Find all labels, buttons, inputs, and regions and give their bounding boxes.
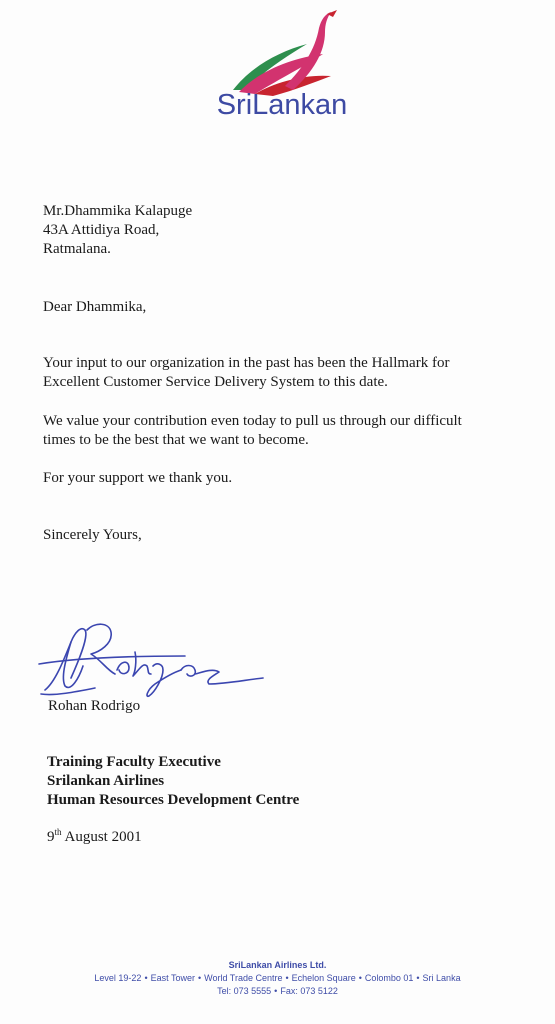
srilankan-wordmark <box>207 84 357 124</box>
recipient-name: Mr.Dhammika Kalapuge <box>43 203 193 219</box>
footer-address-part: World Trade Centre <box>204 973 283 983</box>
body-paragraph-1 <box>43 354 543 392</box>
greeting: Dear Dhammika, <box>43 299 147 315</box>
footer-address-part: Colombo 01 <box>364 973 414 983</box>
sender-organization: Srilankan Airlines <box>47 773 165 789</box>
sender-title: Training Faculty Executive <box>47 754 221 770</box>
recipient-address-line1: 43A Attidiya Road, <box>43 222 160 238</box>
paragraph-1-line-2: Excellent Customer Service Delivery System to this date. <box>43 374 388 390</box>
letterhead-footer <box>0 958 555 998</box>
date-suffix: th <box>54 827 62 837</box>
footer-address <box>0 972 555 985</box>
closing: Sincerely Yours, <box>43 527 142 543</box>
bullet-separator: • <box>285 973 289 983</box>
bullet-separator: • <box>197 973 202 983</box>
bullet-separator: • <box>144 973 148 983</box>
sender-title-block <box>47 753 299 810</box>
bullet-separator: • <box>416 973 420 983</box>
paragraph-2-line-1: We value your contribution even today to pull us through our difficult <box>43 413 462 429</box>
bullet-separator: • <box>274 986 278 996</box>
signer-name: Rohan Rodrigo <box>48 698 141 714</box>
paragraph-1-line-1: Your input to our organization in the past has been the Hallmark for <box>43 355 450 371</box>
letter-date <box>47 828 142 847</box>
bullet-separator: • <box>358 973 362 983</box>
body-paragraph-3: For your support we thank you. <box>43 470 233 486</box>
footer-address-part: East Tower <box>150 973 195 983</box>
svg-text:SriLankan: SriLankan <box>216 89 348 121</box>
footer-company: SriLankan Airlines Ltd. <box>228 960 327 970</box>
footer-address-part: Level 19-22 <box>94 973 142 983</box>
sender-department: Human Resources Development Centre <box>47 792 300 808</box>
recipient-address <box>43 202 192 259</box>
paragraph-2-line-2: times to be the best that we want to become. <box>43 432 309 448</box>
body-paragraph-2 <box>43 412 548 450</box>
handwritten-signature <box>35 612 270 702</box>
footer-fax: Fax: 073 5122 <box>280 986 338 996</box>
footer-contact <box>0 985 555 998</box>
date-month-year: August 2001 <box>64 829 142 845</box>
footer-address-part: Sri Lanka <box>422 973 461 983</box>
date-day: 9 <box>47 829 55 845</box>
footer-tel: Tel: 073 5555 <box>217 986 272 996</box>
recipient-address-line2: Ratmalana. <box>43 241 111 257</box>
footer-address-part: Echelon Square <box>291 973 356 983</box>
